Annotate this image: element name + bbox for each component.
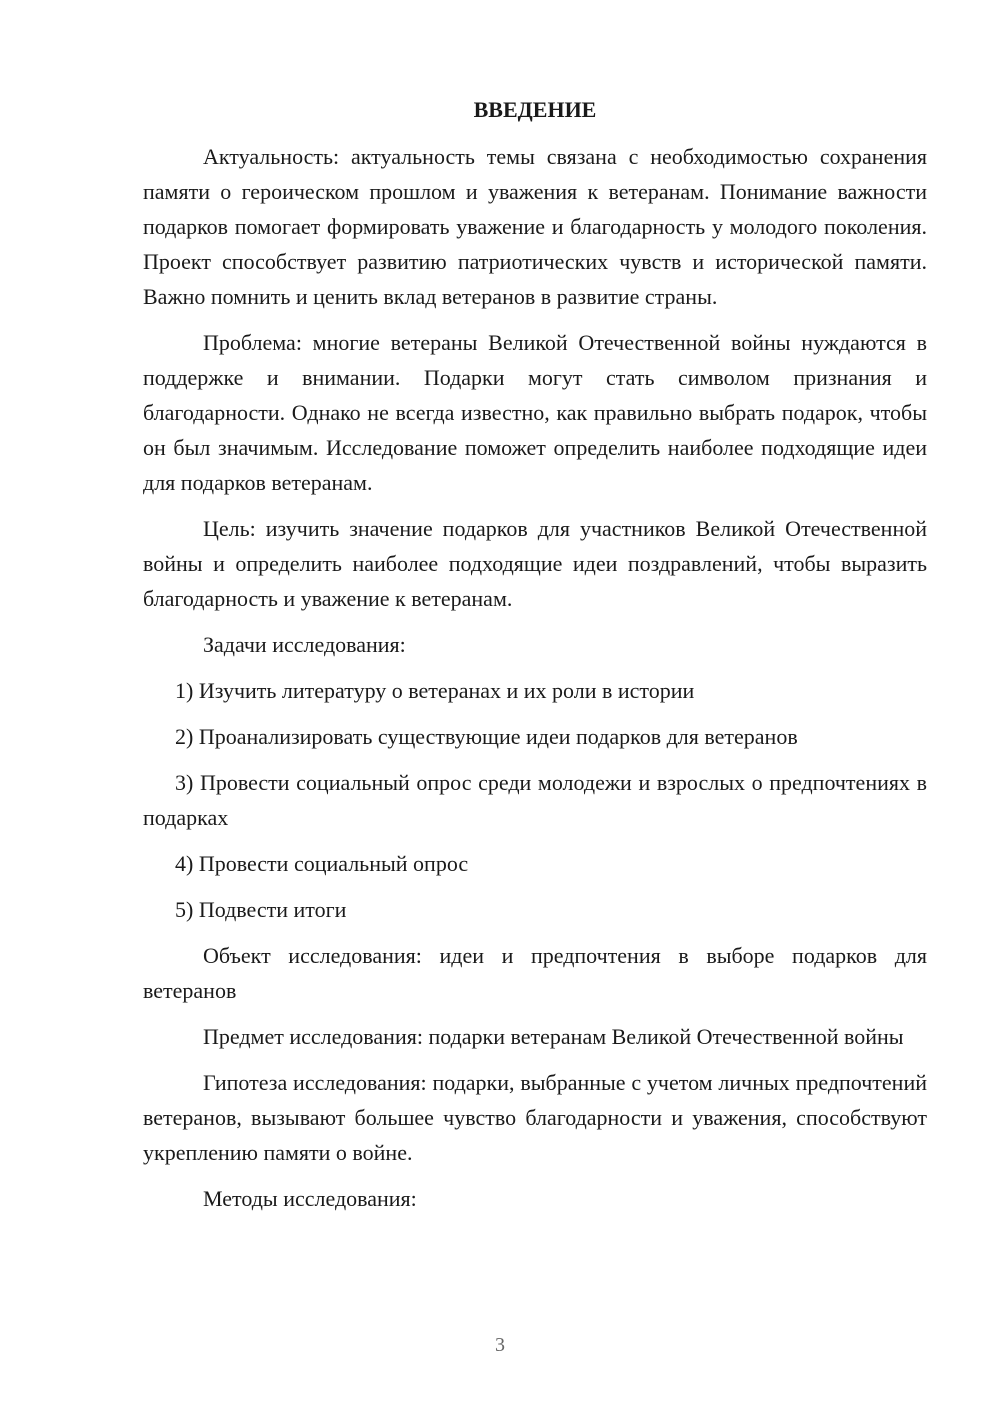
relevance-paragraph: Актуальность: актуальность темы связана с необходимостью сохранения памяти о героическом прошлом и уважения к ветеранам. Понимание важности подарков помогает формировать уважение и благодарность у молодого поколения. Проект способствует развитию патриотических чувств и исторической памяти. Важно помнить и ценить вклад ветеранов в развитие страны. — [143, 144, 927, 309]
task-item-4: 4) Провести социальный опрос — [175, 851, 469, 876]
goal-paragraph: Цель: изучить значение подарков для участников Великой Отечественной войны и определить наиболее подходящие идеи поздравлений, чтобы выразить благодарность и уважение к ветеранам. — [143, 516, 927, 611]
task-item-3: 3) Провести социальный опрос среди молодежи и взрослых о предпочтениях в подарках — [143, 770, 927, 830]
tasks-heading: Задачи исследования: — [203, 632, 406, 657]
subject-paragraph: Предмет исследования: подарки ветеранам Великой Отечественной войны — [203, 1024, 904, 1049]
methods-heading: Методы исследования: — [203, 1186, 417, 1211]
hypothesis-paragraph: Гипотеза исследования: подарки, выбранные с учетом личных предпочтений ветеранов, вызывают большее чувство благодарности и уважения, способствуют укреплению памяти о войне. — [143, 1070, 927, 1165]
task-item-5: 5) Подвести итоги — [175, 897, 347, 922]
object-paragraph: Объект исследования: идеи и предпочтения в выборе подарков для ветеранов — [143, 943, 927, 1003]
section-title: ВВЕДЕНИЕ — [473, 97, 597, 122]
page-number: 3 — [495, 1334, 505, 1356]
task-item-2: 2) Проанализировать существующие идеи подарков для ветеранов — [175, 724, 798, 749]
page-content — [143, 92, 927, 1227]
task-item-1: 1) Изучить литературу о ветеранах и их роли в истории — [175, 678, 695, 703]
problem-paragraph: Проблема: многие ветераны Великой Отечественной войны нуждаются в поддержке и внимании. Подарки могут стать символом признания и благодарности. Однако не всегда известно, как правильно выбрать подарок, чтобы он был значимым. Исследование поможет определить наиболее подходящие идеи для подарков ветеранам. — [143, 330, 927, 495]
